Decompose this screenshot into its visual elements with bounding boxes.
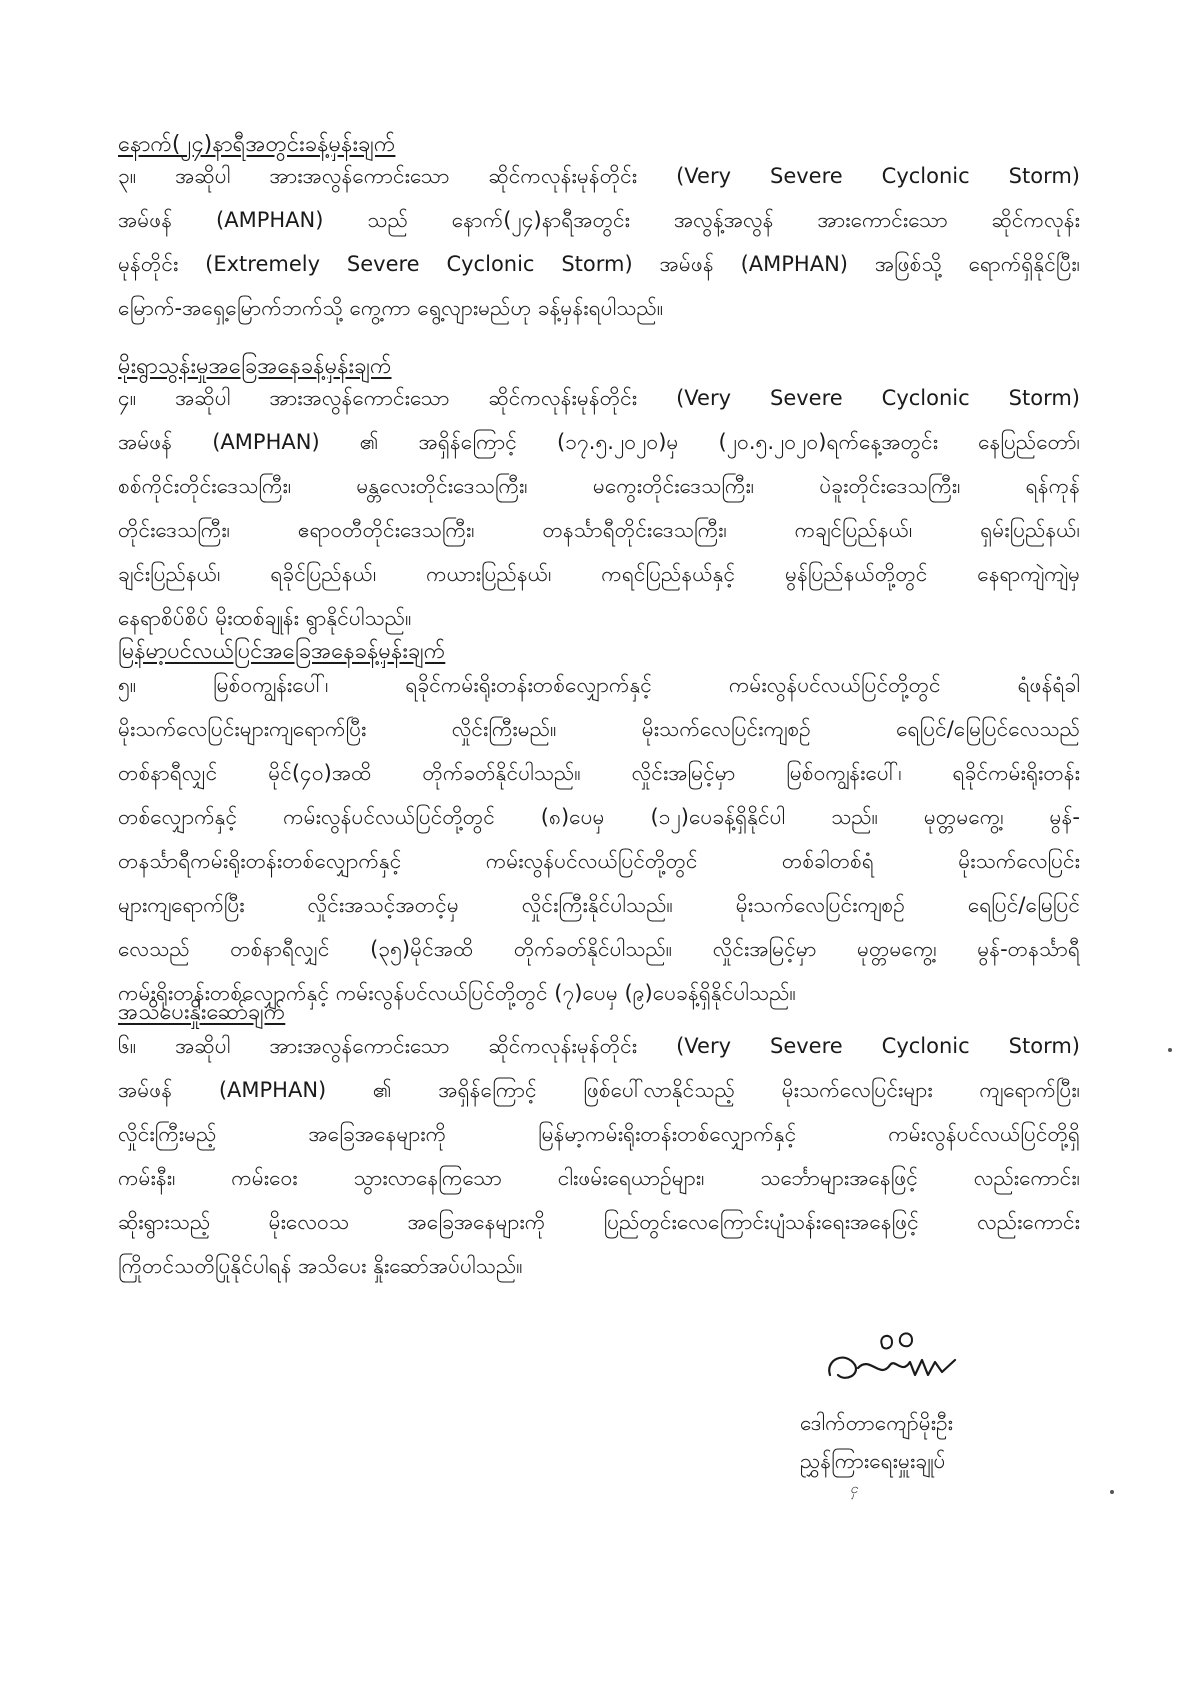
section-heading-24hr-forecast: နောက်(၂၄)နာရီအတွင်းခန့်မှန်းချက် — [118, 132, 396, 157]
paragraph-line: တိုင်းဒေသကြီး၊ ဧရာဝတီတိုင်းဒေသကြီး၊ တနင်္သာရီတိုင်းဒေသကြီး၊ ကချင်ပြည်နယ်၊ ရှမ်းပြည်နယ်၊ — [118, 518, 1080, 542]
paragraph-line: ဆိုးရွားသည့် မိုးလေဝသ အခြေအနေများကို ပြည်တွင်းလေကြောင်းပျံသန်းရေးအနေဖြင့် လည်းကောင်း — [118, 1210, 1080, 1234]
section-heading-sea-forecast: မြန်မာ့ပင်လယ်ပြင်အခြေအနေခန့်မှန်းချက် — [118, 639, 446, 664]
signer-initials: ငှ — [850, 1481, 858, 1497]
paragraph-line: နေရာစိပ်စိပ် မိုးထစ်ချုန်း ရွာနိုင်ပါသည်။ — [118, 606, 412, 630]
paragraph-line: ၅။ မြစ်ဝကျွန်းပေါ်၊ ရခိုင်ကမ်းရိုးတန်းတစ်လျှောက်နှင့် ကမ်းလွန်ပင်လယ်ပြင်တို့တွင် ရံဖန်ရံခါ — [118, 673, 1080, 697]
section-heading-advisory: အသိပေးနှိုးဆော်ချက် — [118, 1000, 286, 1025]
paragraph-6 — [118, 1024, 1080, 1288]
paragraph-3 — [118, 154, 1080, 330]
paragraph-line: အမ်ဖန် (AMPHAN) ၏ အရှိန်ကြောင့် (၁၇.၅.၂၀၂၀)မှ (၂၀.၅.၂၀၂၀)ရက်နေ့အတွင်း နေပြည်တော်၊ — [118, 430, 1080, 454]
paragraph-line: ချင်းပြည်နယ်၊ ရခိုင်ပြည်နယ်၊ ကယားပြည်နယ်၊ ကရင်ပြည်နယ်နှင့် မွန်ပြည်နယ်တို့တွင် နေရာကျဲကျဲမှ — [118, 562, 1080, 586]
paragraph-line: ကြိုတင်သတိပြုနိုင်ပါရန် အသိပေး နှိုးဆော်အပ်ပါသည်။ — [118, 1254, 523, 1278]
paragraph-line: ကမ်းရိုးတန်းတစ်လျှောက်နှင့် ကမ်းလွန်ပင်လယ်ပြင်တို့တွင် (၇)ပေမှ (၉)ပေခန့်ရှိနိုင်ပါသည်။ — [118, 981, 796, 1005]
paragraph-5 — [118, 663, 1080, 1015]
handwritten-signature — [820, 1320, 980, 1400]
paragraph-line: အမ်ဖန် (AMPHAN) သည် နောက်(၂၄)နာရီအတွင်း အလွန့်အလွန် အားကောင်းသော ဆိုင်ကလုန်း — [118, 208, 1080, 232]
paragraph-line: တစ်လျှောက်နှင့် ကမ်းလွန်ပင်လယ်ပြင်တို့တွင် (၈)ပေမှ (၁၂)ပေခန့်ရှိနိုင်ပါ သည်။ မုတ္တမကွေ့၊ မွန်- — [118, 805, 1080, 829]
paragraph-line: လေသည် တစ်နာရီလျှင် (၃၅)မိုင်အထိ တိုက်ခတ်နိုင်ပါသည်။ လှိုင်းအမြင့်မှာ မုတ္တမကွေ့၊ မွန်-တနင်္သာရီ — [118, 937, 1080, 961]
paragraph-line: ၄။ အဆိုပါ အားအလွန်ကောင်းသော ဆိုင်ကလုန်းမုန်တိုင်း (Very Severe Cyclonic Storm) — [118, 386, 1080, 410]
signer-name: ဒေါက်တာကျော်မိုးဦး — [800, 1411, 954, 1435]
section-heading-rainfall-forecast: မိုးရွာသွန်းမှုအခြေအနေခန့်မှန်းချက် — [118, 354, 392, 379]
paragraph-line: စစ်ကိုင်းတိုင်းဒေသကြီး၊ မန္တလေးတိုင်းဒေသကြီး၊ မကွေးတိုင်းဒေသကြီး၊ ပဲခူးတိုင်းဒေသကြီး၊ ရန်ကုန် — [118, 474, 1080, 498]
paragraph-line: မုန်တိုင်း (Extremely Severe Cyclonic Storm) အမ်ဖန် (AMPHAN) အဖြစ်သို့ ရောက်ရှိနိုင်ပြီး၊ — [118, 252, 1080, 276]
scan-speck — [1168, 1048, 1172, 1052]
paragraph-line: မြောက်-အရှေ့မြောက်ဘက်သို့ ကွေ့ကာ ရွေ့လျားမည်ဟု ခန့်မှန်းရပါသည်။ — [118, 296, 664, 320]
paragraph-line: ၃။ အဆိုပါ အားအလွန်ကောင်းသော ဆိုင်ကလုန်းမုန်တိုင်း (Very Severe Cyclonic Storm) — [118, 164, 1080, 188]
paragraph-line: အမ်ဖန် (AMPHAN) ၏ အရှိန်ကြောင့် ဖြစ်ပေါ်လာနိုင်သည့် မိုးသက်လေပြင်းများ ကျရောက်ပြီး၊ — [118, 1078, 1080, 1102]
paragraph-line: များကျရောက်ပြီး လှိုင်းအသင့်အတင့်မှ လှိုင်းကြီးနိုင်ပါသည်။ မိုးသက်လေပြင်းကျစဉ် ရေပြင်/မြေပြင် — [118, 893, 1080, 917]
paragraph-line: ကမ်းနီး၊ ကမ်းဝေး သွားလာနေကြသော ငါးဖမ်းရေယာဉ်များ၊ သင်္ဘောများအနေဖြင့် လည်းကောင်း၊ — [118, 1166, 1080, 1190]
signature-block — [800, 1320, 1120, 1498]
paragraph-line: မိုးသက်လေပြင်းများကျရောက်ပြီး လှိုင်းကြီးမည်။ မိုးသက်လေပြင်းကျစဉ် ရေပြင်/မြေပြင်လေသည် — [118, 717, 1080, 741]
paragraph-line: တနင်္သာရီကမ်းရိုးတန်းတစ်လျှောက်နှင့် ကမ်းလွန်ပင်လယ်ပြင်တို့တွင် တစ်ခါတစ်ရံ မိုးသက်လေပြင်း — [118, 849, 1080, 873]
paragraph-line: ၆။ အဆိုပါ အားအလွန်ကောင်းသော ဆိုင်ကလုန်းမုန်တိုင်း (Very Severe Cyclonic Storm) — [118, 1034, 1080, 1058]
signer-title: ညွှန်ကြားရေးမှူးချုပ် — [800, 1449, 946, 1473]
scan-speck — [1110, 1490, 1114, 1494]
paragraph-line: တစ်နာရီလျှင် မိုင်(၄၀)အထိ တိုက်ခတ်နိုင်ပါသည်။ လှိုင်းအမြင့်မှာ မြစ်ဝကျွန်းပေါ်၊ ရခိုင်ကမ်းရိုးတန်း — [118, 761, 1080, 785]
paragraph-line: လှိုင်းကြီးမည့် အခြေအနေများကို မြန်မာ့ကမ်းရိုးတန်းတစ်လျှောက်နှင့် ကမ်းလွန်ပင်လယ်ပြင်တို့ရှိ — [118, 1122, 1080, 1146]
paragraph-4 — [118, 376, 1080, 640]
